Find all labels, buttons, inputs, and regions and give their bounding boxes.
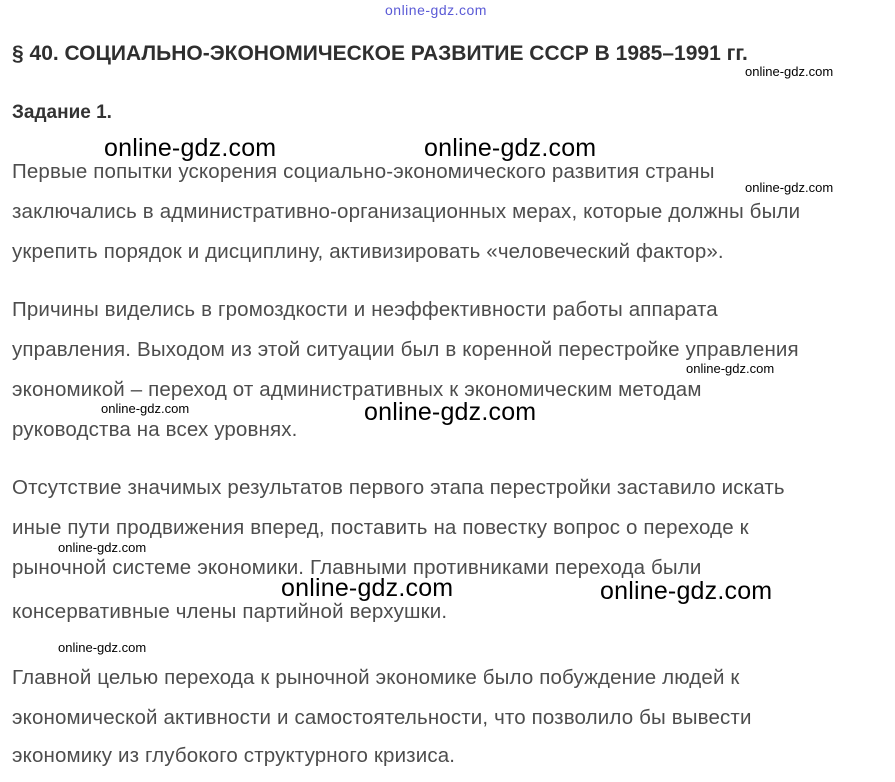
watermark: online-gdz.com xyxy=(424,134,597,162)
paragraph-2-line-2: управления. Выходом из этой ситуации был в коренной перестройке управления xyxy=(12,338,799,361)
paragraph-2-line-4: руководства на всех уровнях. xyxy=(12,418,298,441)
paragraph-4-line-1: Главной целью перехода к рыночной экономике было побуждение людей к xyxy=(12,666,740,689)
watermark: online-gdz.com xyxy=(281,574,454,602)
paragraph-3-line-2: иные пути продвижения вперед, поставить на повестку вопрос о переходе к xyxy=(12,516,749,539)
paragraph-1-line-1: Первые попытки ускорения социально-экономического развития страны xyxy=(12,160,715,183)
task-title: Задание 1. xyxy=(12,102,112,123)
paragraph-3-line-1: Отсутствие значимых результатов первого этапа перестройки заставило искать xyxy=(12,476,785,499)
watermark: online-gdz.com xyxy=(101,401,190,416)
site-url-link[interactable]: online-gdz.com xyxy=(385,2,487,18)
watermark: online-gdz.com xyxy=(745,180,834,195)
paragraph-2-line-3: экономикой – переход от административных к экономическим методам xyxy=(12,378,702,401)
watermark: online-gdz.com xyxy=(58,540,147,555)
paragraph-4-line-3: экономику из глубокого структурного кризиса. xyxy=(12,744,456,767)
watermark: online-gdz.com xyxy=(686,361,775,376)
watermark: online-gdz.com xyxy=(600,577,773,605)
paragraph-3-line-3: рыночной системе экономики. Главными противниками перехода были xyxy=(12,556,702,579)
watermark: online-gdz.com xyxy=(745,64,834,79)
paragraph-1-line-3: укрепить порядок и дисциплину, активизировать «человеческий фактор». xyxy=(12,240,724,263)
paragraph-4-line-2: экономической активности и самостоятельности, что позволило бы вывести xyxy=(12,706,752,729)
paragraph-2-line-1: Причины виделись в громоздкости и неэффективности работы аппарата xyxy=(12,298,718,321)
paragraph-3-line-4: консервативные члены партийной верхушки. xyxy=(12,600,448,623)
watermark: online-gdz.com xyxy=(104,134,277,162)
watermark: online-gdz.com xyxy=(58,640,147,655)
watermark: online-gdz.com xyxy=(364,398,537,426)
page-title: § 40. СОЦИАЛЬНО-ЭКОНОМИЧЕСКОЕ РАЗВИТИЕ СССР В 1985–1991 гг. xyxy=(12,42,748,65)
paragraph-1-line-2: заключались в административно-организационных мерах, которые должны были xyxy=(12,200,801,223)
